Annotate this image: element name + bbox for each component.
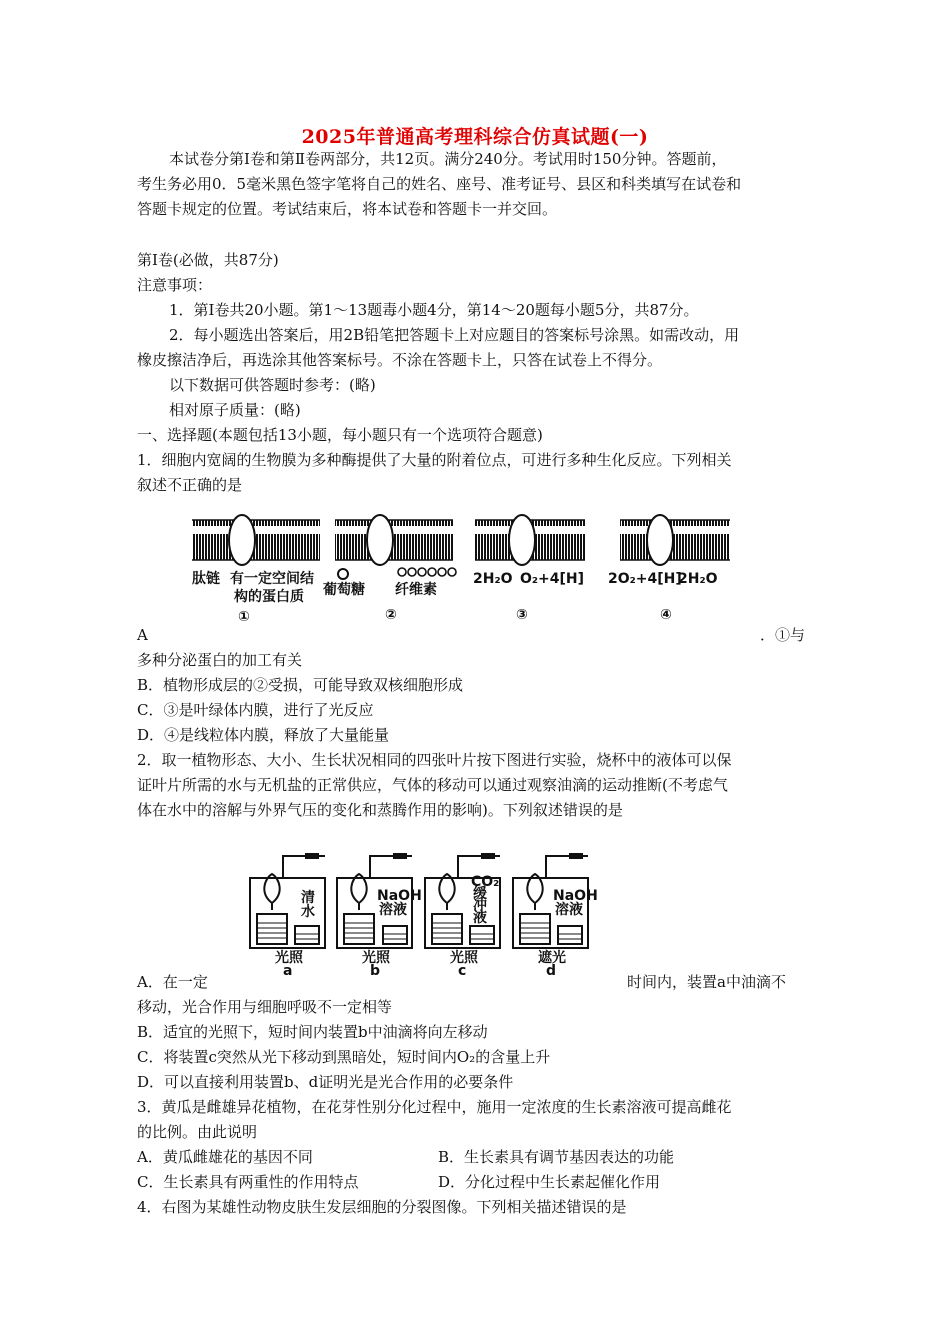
label-o2-4h: O₂+4[H] bbox=[520, 571, 585, 587]
q2-stem-line-1: 2．取一植物形态、大小、生长状况相同的四张叶片按下图进行实验，烧杯中的液体可以保 bbox=[137, 751, 732, 769]
label-letter-a: a bbox=[283, 963, 293, 978]
q3-option-b: B．生长素具有调节基因表达的功能 bbox=[438, 1148, 675, 1166]
q1-membrane-figure bbox=[190, 510, 750, 628]
label-b-liquid-1: NaOH bbox=[377, 888, 422, 904]
label-cellulose: 纤维素 bbox=[395, 582, 437, 598]
label-cond-d: 遮光 bbox=[538, 950, 566, 966]
membrane-1 bbox=[192, 515, 320, 565]
figure-number-4: ④ bbox=[660, 607, 672, 623]
label-c-liquid-2: 缓 bbox=[473, 886, 487, 902]
q1-option-c: C．③是叶绿体内膜，进行了光反应 bbox=[137, 701, 374, 719]
label-letter-c: c bbox=[458, 963, 467, 978]
q2-stem-line-3: 体在水中的溶解与外界气压的变化和蒸腾作用的影响)。下列叙述错误的是 bbox=[137, 801, 623, 819]
q3-option-d: D．分化过程中生长素起催化作用 bbox=[438, 1173, 661, 1191]
q2-option-a-right: 时间内，装置a中油滴不 bbox=[627, 973, 786, 991]
membrane-4 bbox=[620, 515, 730, 565]
label-cond-c: 光照 bbox=[450, 950, 478, 966]
figure-number-1: ① bbox=[238, 609, 250, 625]
label-2h2o: 2H₂O bbox=[473, 571, 513, 587]
q3-stem-line-2: 的比例。由此说明 bbox=[137, 1123, 258, 1141]
intro-line-1: 本试卷分第Ⅰ卷和第Ⅱ卷两部分，共12页。满分240分。考试用时150分钟。答题前， bbox=[169, 150, 727, 168]
label-d-liquid-2: 溶液 bbox=[555, 902, 583, 918]
q1-option-b: B．植物形成层的②受损，可能导致双核细胞形成 bbox=[137, 676, 464, 694]
label-c-liquid-4: 液 bbox=[473, 910, 487, 926]
q1-option-a-left: A bbox=[137, 626, 148, 644]
q4-stem: 4．右图为某雄性动物皮肤生发层细胞的分裂图像。下列相关描述错误的是 bbox=[137, 1198, 627, 1216]
notice-item-2: 2．每小题选出答案后，用2B铅笔把答题卡上对应题目的答案标号涂黑。如需改动，用 bbox=[169, 326, 740, 344]
q2-option-b: B．适宜的光照下，短时间内装置b中油滴将向左移动 bbox=[137, 1023, 488, 1041]
label-glucose: 葡萄糖 bbox=[323, 582, 365, 598]
label-c-liquid-3: 冲 bbox=[473, 898, 487, 914]
intro-line-2: 考生务必用0．5毫米黑色签字笔将自己的姓名、座号、准考证号、县区和科类填写在试卷和 bbox=[137, 175, 742, 193]
q3-option-a: A．黄瓜雌雄花的基因不同 bbox=[137, 1148, 313, 1166]
reference-data-note: 以下数据可供答题时参考：(略) bbox=[169, 376, 376, 394]
label-protein-2: 构的蛋白质 bbox=[234, 589, 304, 605]
notice-item-1: 1．第Ⅰ卷共20小题。第1～13题毒小题4分，第14～20题每小题5分，共87分。 bbox=[169, 301, 699, 319]
intro-line-3: 答题卡规定的位置。考试结束后，将本试卷和答题卡一并交回。 bbox=[137, 200, 558, 218]
label-d-liquid-1: NaOH bbox=[553, 888, 598, 904]
figure-number-3: ③ bbox=[516, 607, 528, 623]
q1-stem-line-2: 叙述不正确的是 bbox=[137, 476, 243, 494]
atomic-mass-note: 相对原子质量：(略) bbox=[169, 401, 301, 419]
label-peptide: 肽链 bbox=[192, 571, 220, 587]
q1-option-a-cont: 多种分泌蛋白的加工有关 bbox=[137, 651, 303, 669]
q3-option-c: C．生长素具有两重性的作用特点 bbox=[137, 1173, 359, 1191]
exam-title: 2025年普通高考理科综合仿真试题(一) bbox=[301, 126, 649, 148]
label-protein-1: 有一定空间结 bbox=[230, 571, 314, 587]
notice-heading: 注意事项： bbox=[137, 276, 213, 294]
label-cond-b: 光照 bbox=[362, 950, 390, 966]
q2-option-c: C．将装置c突然从光下移动到黑暗处，短时间内O₂的含量上升 bbox=[137, 1048, 551, 1066]
part1-heading: 第Ⅰ卷(必做，共87分) bbox=[137, 251, 279, 269]
membrane-3 bbox=[475, 515, 585, 565]
label-letter-b: b bbox=[370, 963, 381, 978]
q2-apparatus-figure bbox=[245, 848, 600, 978]
label-cond-a: 光照 bbox=[275, 950, 303, 966]
section-heading: 一、选择题(本题包括13小题，每小题只有一个选项符合题意) bbox=[137, 426, 543, 444]
label-a-liquid-1: 清 bbox=[301, 890, 315, 906]
q1-option-d: D．④是线粒体内膜，释放了大量能量 bbox=[137, 726, 390, 744]
notice-item-2-cont: 橡皮擦洁净后，再选涂其他答案标号。不涂在答题卡上，只答在试卷上不得分。 bbox=[137, 351, 663, 369]
label-a-liquid-2: 水 bbox=[301, 904, 315, 920]
label-letter-d: d bbox=[546, 963, 557, 978]
membrane-2 bbox=[335, 515, 456, 579]
q2-option-a-left: A．在一定 bbox=[137, 973, 208, 991]
label-c-liquid-1: CO₂ bbox=[471, 874, 500, 890]
q2-option-d: D．可以直接利用装置b、d证明光是光合作用的必要条件 bbox=[137, 1073, 514, 1091]
label-2h2o-out: 2H₂O bbox=[678, 571, 718, 587]
figure-number-2: ② bbox=[385, 607, 397, 623]
q1-stem-line-1: 1．细胞内宽阔的生物膜为多种酶提供了大量的附着位点，可进行多种生化反应。下列相关 bbox=[137, 451, 732, 469]
q1-option-a-right: ．①与 bbox=[760, 626, 806, 644]
label-2o2-4h: 2O₂+4[H] bbox=[608, 571, 682, 587]
q2-option-a-cont: 移动，光合作用与细胞呼吸不一定相等 bbox=[137, 998, 393, 1016]
label-b-liquid-2: 溶液 bbox=[379, 902, 407, 918]
q3-stem-line-1: 3．黄瓜是雌雄异花植物，在花芽性别分化过程中，施用一定浓度的生长素溶液可提高雌花 bbox=[137, 1098, 732, 1116]
q2-stem-line-2: 证叶片所需的水与无机盐的正常供应，气体的移动可以通过观察油滴的运动推断(不考虑气 bbox=[137, 776, 728, 794]
